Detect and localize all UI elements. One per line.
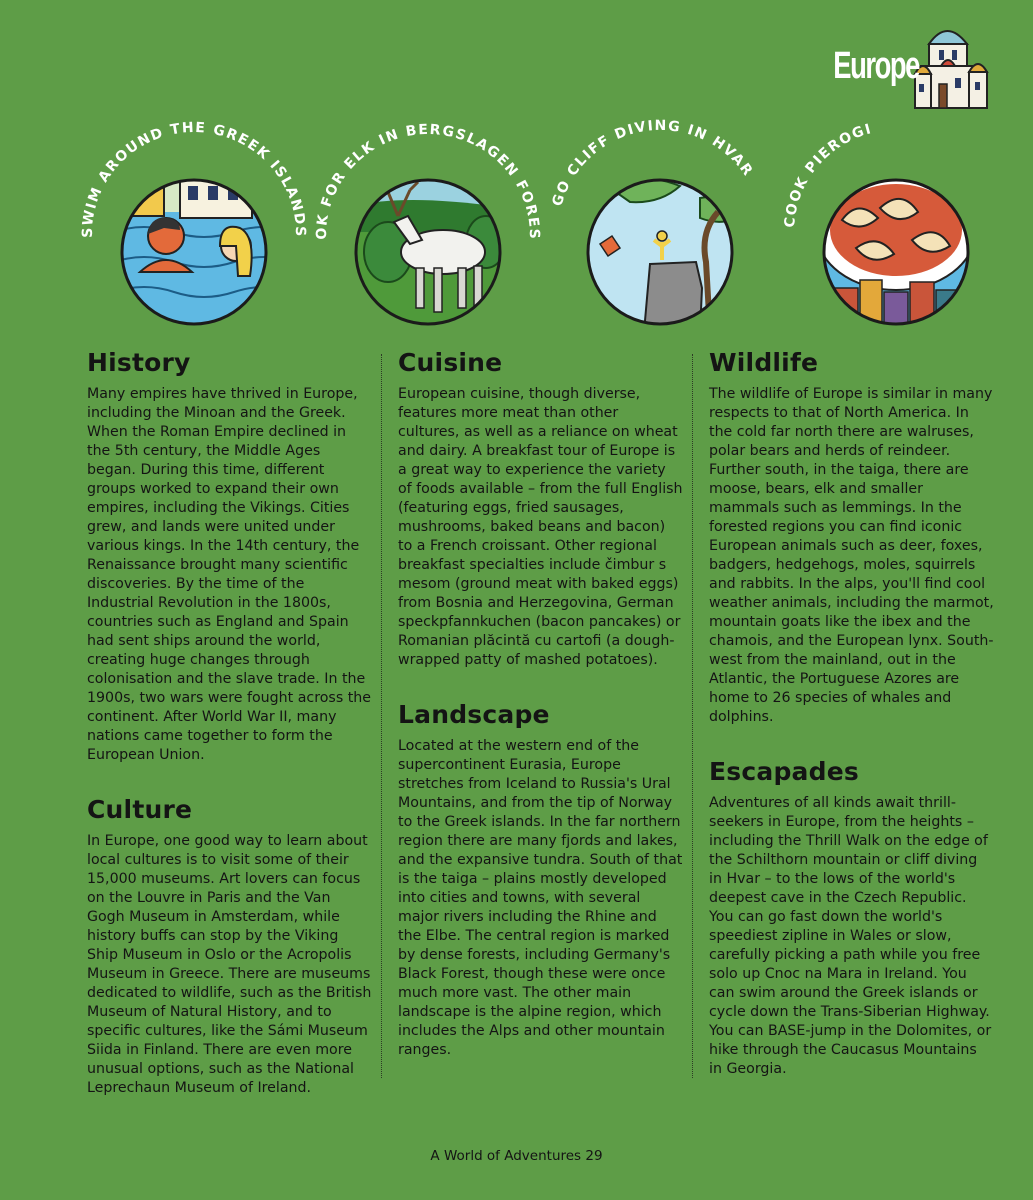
activity-swim-greek-islands [79,112,309,332]
cuisine-heading: Cuisine [398,348,503,377]
activity-label: SWIM AROUND THE GREEK ISLANDS [79,119,309,238]
column-middle [398,348,683,1060]
cuisine-text: European cuisine, though diverse, features more meat than other cultures, as well as a reliance on wheat and dairy. A breakfast tour of Europe is a great way to experience the variety of foods available – from the full English (featuring eggs, fried sausages, mushrooms, baked beans and bacon) to a French croissant. Other regional breakfast specialties include čimbur s mesom (ground meat with baked eggs) from Bosnia and Herzegovina, German speckpfannkuchen (bacon pancakes) or Romanian plăcintă cu cartofi (a dough-wrapped patty of mashed potatoes). [398,386,683,668]
column-left [87,348,372,1098]
culture-heading: Culture [87,795,193,824]
history-heading: History [87,348,191,377]
cathedral-icon [911,14,993,114]
history-text: Many empires have thrived in Europe, including the Minoan and the Greek. When the Roman Empire declined in the 5th century, the Middle Ages began. During this time, different groups worked to expand their own empires, including the Vikings. Cities grew, and lands were united under various kings. In the 14th century, the Renaissance brought many scientific discoveries. By the time of the Industrial Revolution in the 1800s, countries such as England and Spain had sent ships around the world, creating huge changes through colonisation and the slave trade. In the 1900s, two wars were fought across the continent. After World War II, many nations came together to form the European Union. [87,386,372,763]
activity-cook-pierogi [781,112,1006,332]
activity-cliff-diving [550,112,770,332]
escapades-heading: Escapades [709,757,859,786]
page-header [800,14,993,114]
column-right [709,348,994,1079]
landscape-heading: Landscape [398,700,550,729]
column-divider [692,354,693,1078]
activity-label: COOK PIEROGI [781,121,874,229]
culture-text: In Europe, one good way to learn about local cultures is to visit some of their 15,000 museums. Art lovers can focus on the Louvre in Paris and the Van Gogh Museum in Amsterdam, while history buffs can stop by the Viking Ship Museum in Oslo or the Acropolis Museum in Greece. There are museums dedicated to wildlife, such as the British Museum of Natural History, and to specific cultures, like the Sámi Museum Siida in Finland. There are even more unusual options, such as the National Leprechaun Museum of Ireland. [87,833,372,1096]
page-footer: A World of Adventures 29 [430,1148,603,1164]
escapades-text: Adventures of all kinds await thrill-seekers in Europe, from the heights – including the Thrill Walk on the edge of the Schilthorn mountain or cliff diving in Hvar – to the lows of the world's deepest cave in the Czech Republic. You can go fast down the world's speediest zipline in Wales or slow, carefully picking a path while you free solo up Cnoc na Mara in Ireland. You can swim around the Greek islands or cycle down the Trans-Siberian Highway. You can BASE-jump in the Dolomites, or hike through the Caucasus Mountains in Georgia. [709,795,992,1077]
wildlife-heading: Wildlife [709,348,819,377]
pierogi-illustration [816,170,976,332]
activity-label: LOOK FOR ELK IN BERGSLAGEN FORESTS [311,100,543,241]
landscape-text: Located at the western end of the supercontinent Eurasia, Europe stretches from Iceland to Russia's Ural Mountains, and from the tip of Norway to the Greek islands. In the far northern region there are many fjords and lakes, and the expansive tundra. South of that is the taiga – plains mostly developed into cities and towns, with several major rivers including the Rhine and the Elbe. The central region is marked by dense forests, including Germany's Black Forest, though these were once much more vast. The other main landscape is the alpine region, which includes the Alps and other mountain ranges. [398,738,683,1058]
activity-look-for-elk [311,100,543,332]
cliff-diving-illustration [580,172,746,332]
wildlife-text: The wildlife of Europe is similar in many respects to that of North America. In the cold far north there are walruses, polar bears and herds of reindeer. Further south, in the taiga, there are moose, bears, elk and smaller mammals such as lemmings. In the forested regions you can find iconic European animals such as deer, foxes, badgers, hedgehogs, moles, squirrels and rabbits. In the alps, you'll find cool weather animals, including the marmot, mountain goats like the ibex and the chamois, and the European lynx. South-west from the mainland, out in the Atlantic, the Portuguese Azores are home to 26 species of whales and dolphins. [709,386,994,725]
column-divider [381,354,382,1078]
activity-label: GO CLIFF DIVING IN HVAR [549,117,757,209]
continent-title: Europe [833,45,919,87]
elk-illustration [348,172,508,332]
